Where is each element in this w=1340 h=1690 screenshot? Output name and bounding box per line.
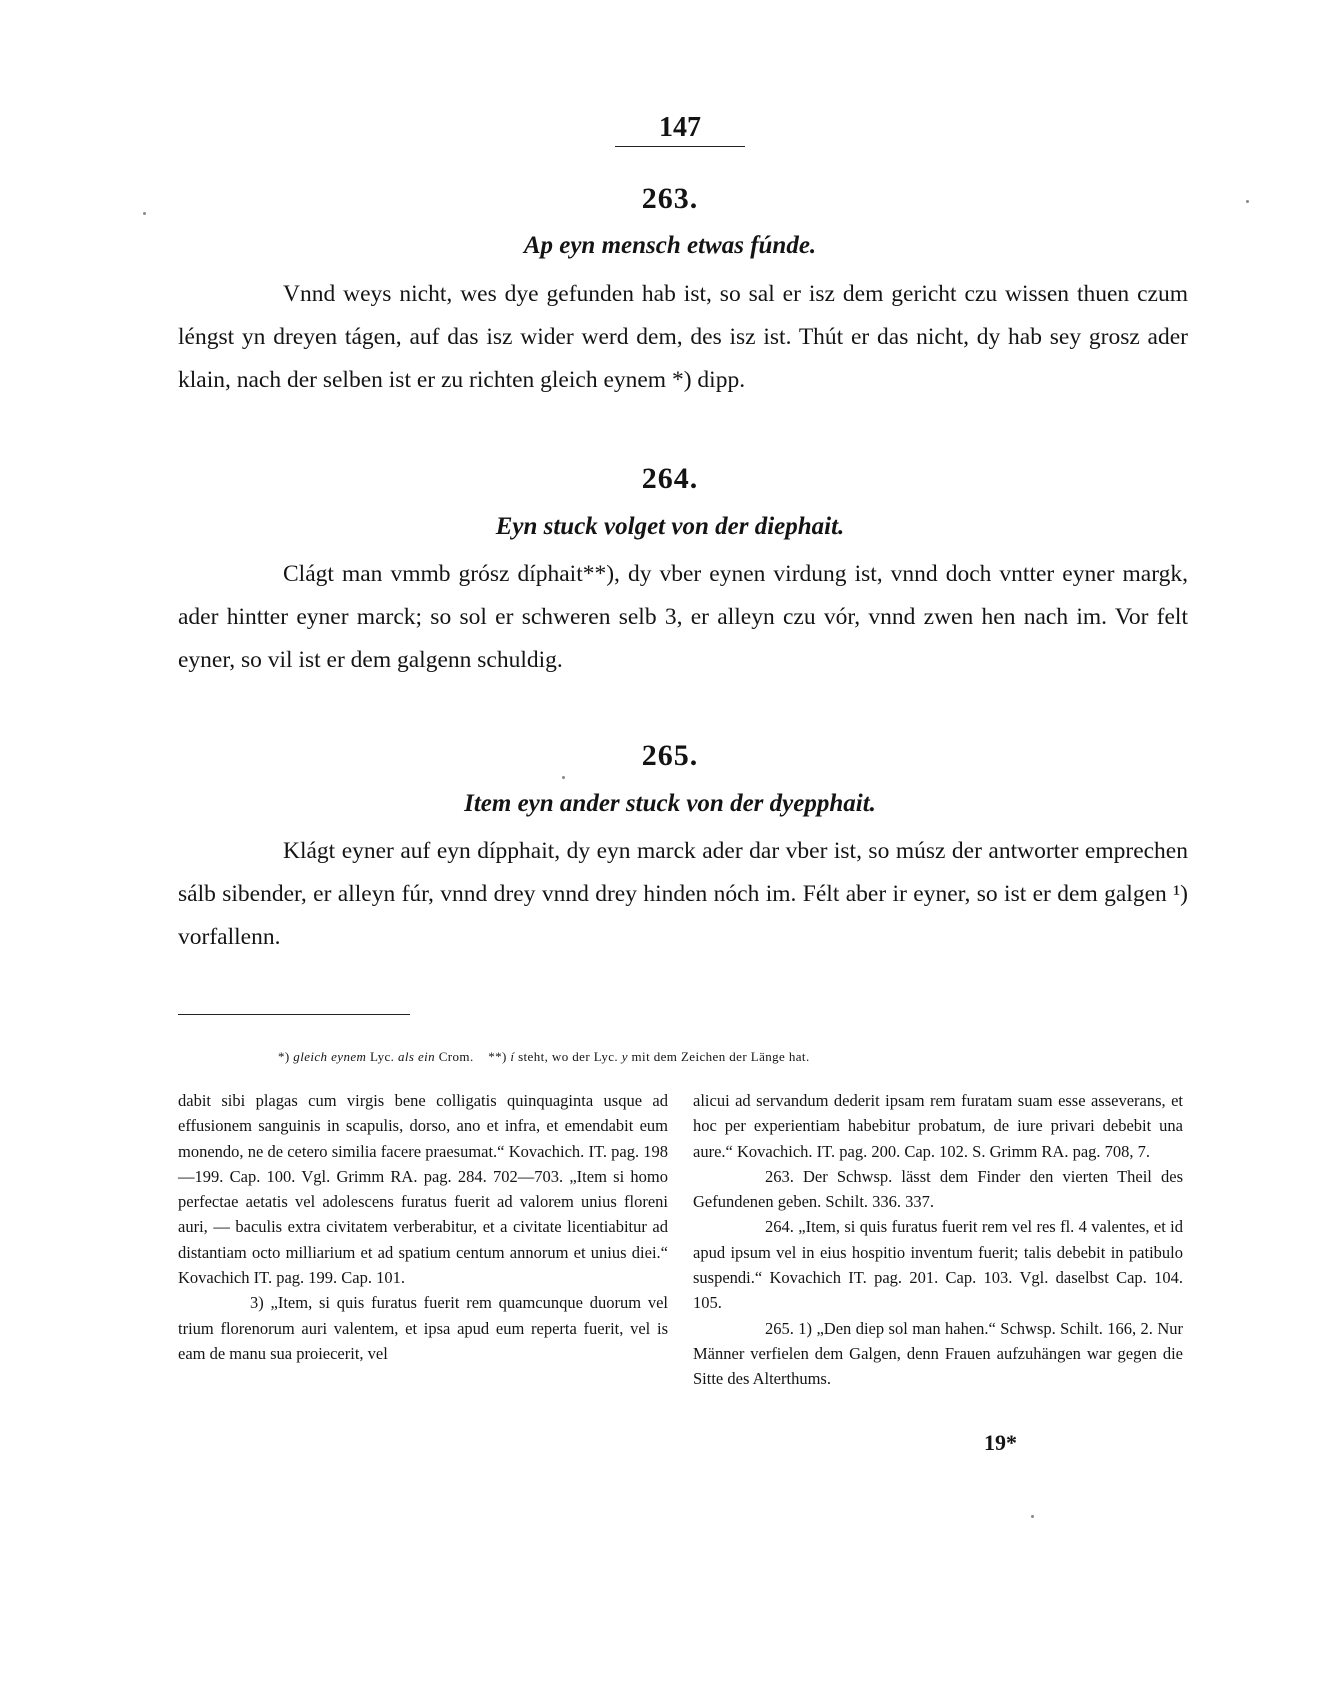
section-number-264: 264. [641,462,699,495]
footnote-1-variant: gleich eynem [293,1049,367,1064]
footnote-readings [278,1049,1038,1065]
section-number-263: 263. [641,182,699,215]
paper-speck [562,776,565,779]
footnote-2-text: steht, wo der Lyc. [518,1049,619,1064]
note-paragraph: alicui ad servandum dederit ipsam rem furatam suam esse asseverans, et hoc per experientiam habebitur probatum, de iure privari debebit una aure.“ Kovachich. IT. pag. 200. Cap. 102. S. Grimm RA. pag. 708, 7. [693,1091,1183,1161]
footnote-2-letter: í [510,1049,515,1064]
paper-speck [1246,200,1249,203]
note-paragraph: 263. Der Schwsp. lässt dem Finder den vierten Theil des Gefundenen geben. Schilt. 336. 337. [693,1166,1183,1212]
note-paragraph: 3) „Item, si quis furatus fuerit rem quamcunque duorum vel trium florenorum auri valentem, et ipsa apud eum reperta fuerit, vel is eam de manu sua proiecerit, vel [178,1293,668,1363]
paper-speck [1031,1515,1034,1518]
footnote-1-mark: *) [278,1049,290,1064]
notes-column-left [178,1088,668,1366]
signature-mark: 19* [984,1430,1017,1455]
section-body-265: Klágt eyner auf eyn dípphait, dy eyn marck ader dar vber ist, so músz der antworter emprechen sálb sibender, er alleyn fúr, vnnd drey vnnd drey hinden nóch im. Félt aber ir eyner, so ist er dem galgen ¹) vorfallenn. [178,838,1188,950]
section-body-263: Vnnd weys nicht, wes dye gefunden hab ist, so sal er isz dem gericht czu wissen thuen czum léngst yn dreyen tágen, auf das isz wider werd dem, des isz ist. Thút er das nicht, dy hab sey grosz ader klain, nach der selben ist er zu richten gleich eynem *) dipp. [178,281,1188,393]
note-paragraph: 265. 1) „Den diep sol man hahen.“ Schwsp. Schilt. 166, 2. Nur Männer verfielen dem Galgen, denn Frauen aufzuhängen war gegen die Sitte des Alterthums. [693,1318,1183,1389]
footnote-1-source: Lyc. [369,1049,395,1064]
note-paragraph: dabit sibi plagas cum virgis bene colligatis quinquaginta usque ad effusionem sanguinis in scapulis, dorso, ano et infra, et emendabit eum monendo, ne de cetero similia facere praesumat.“ Kovachich. IT. pag. 198—199. Cap. 100. Vgl. Grimm RA. pag. 284. 702—703. „Item si homo perfectae aetatis vel adolescens furatus fuerit ad valorem unius floreni auri, — baculis extra civitatem verberabitur, et a civitate licentiabitur ad distantiam octo milliarium et ad spatium centum annorum et unius diei.“ Kovachich IT. pag. 199. Cap. 101. [178,1091,668,1288]
note-paragraph: 264. „Item, si quis furatus fuerit rem vel res fl. 4 valentes, et id apud ipsum vel in eius hospitio inventum fuerit; talis debebit in patibulo suspendi.“ Kovachich IT. pag. 201. Cap. 103. Vgl. daselbst Cap. 104. 105. [693,1217,1183,1313]
footnote-separator [178,1014,410,1015]
footnote-2-mark: **) [488,1049,507,1064]
section-title-264: Eyn stuck volget von der diephait. [495,513,845,540]
section-body-264: Clágt man vmmb grósz díphait**), dy vber eynen virdung ist, vnnd doch vntter eyner margk, ader hintter eyner marck; so sol er schweren selb 3, er alleyn czu vór, vnnd zwen hen nach im. Vor felt eyner, so vil ist er dem galgenn schuldig. [178,561,1188,673]
footnote-2-text-end: mit dem Zeichen der Länge hat. [631,1049,810,1064]
section-title-265: Item eyn ander stuck von der dyepphait. [464,790,876,817]
footnote-2-letter-y: y [621,1049,628,1064]
page-number: 147 [615,112,745,147]
footnote-1-reading: als ein [397,1049,436,1064]
paper-speck [143,212,146,215]
footnote-1-source-2: Crom. [438,1049,474,1064]
section-number-265: 265. [641,739,699,772]
section-title-263: Ap eyn mensch etwas fúnde. [523,232,817,259]
notes-column-right [693,1088,1183,1392]
